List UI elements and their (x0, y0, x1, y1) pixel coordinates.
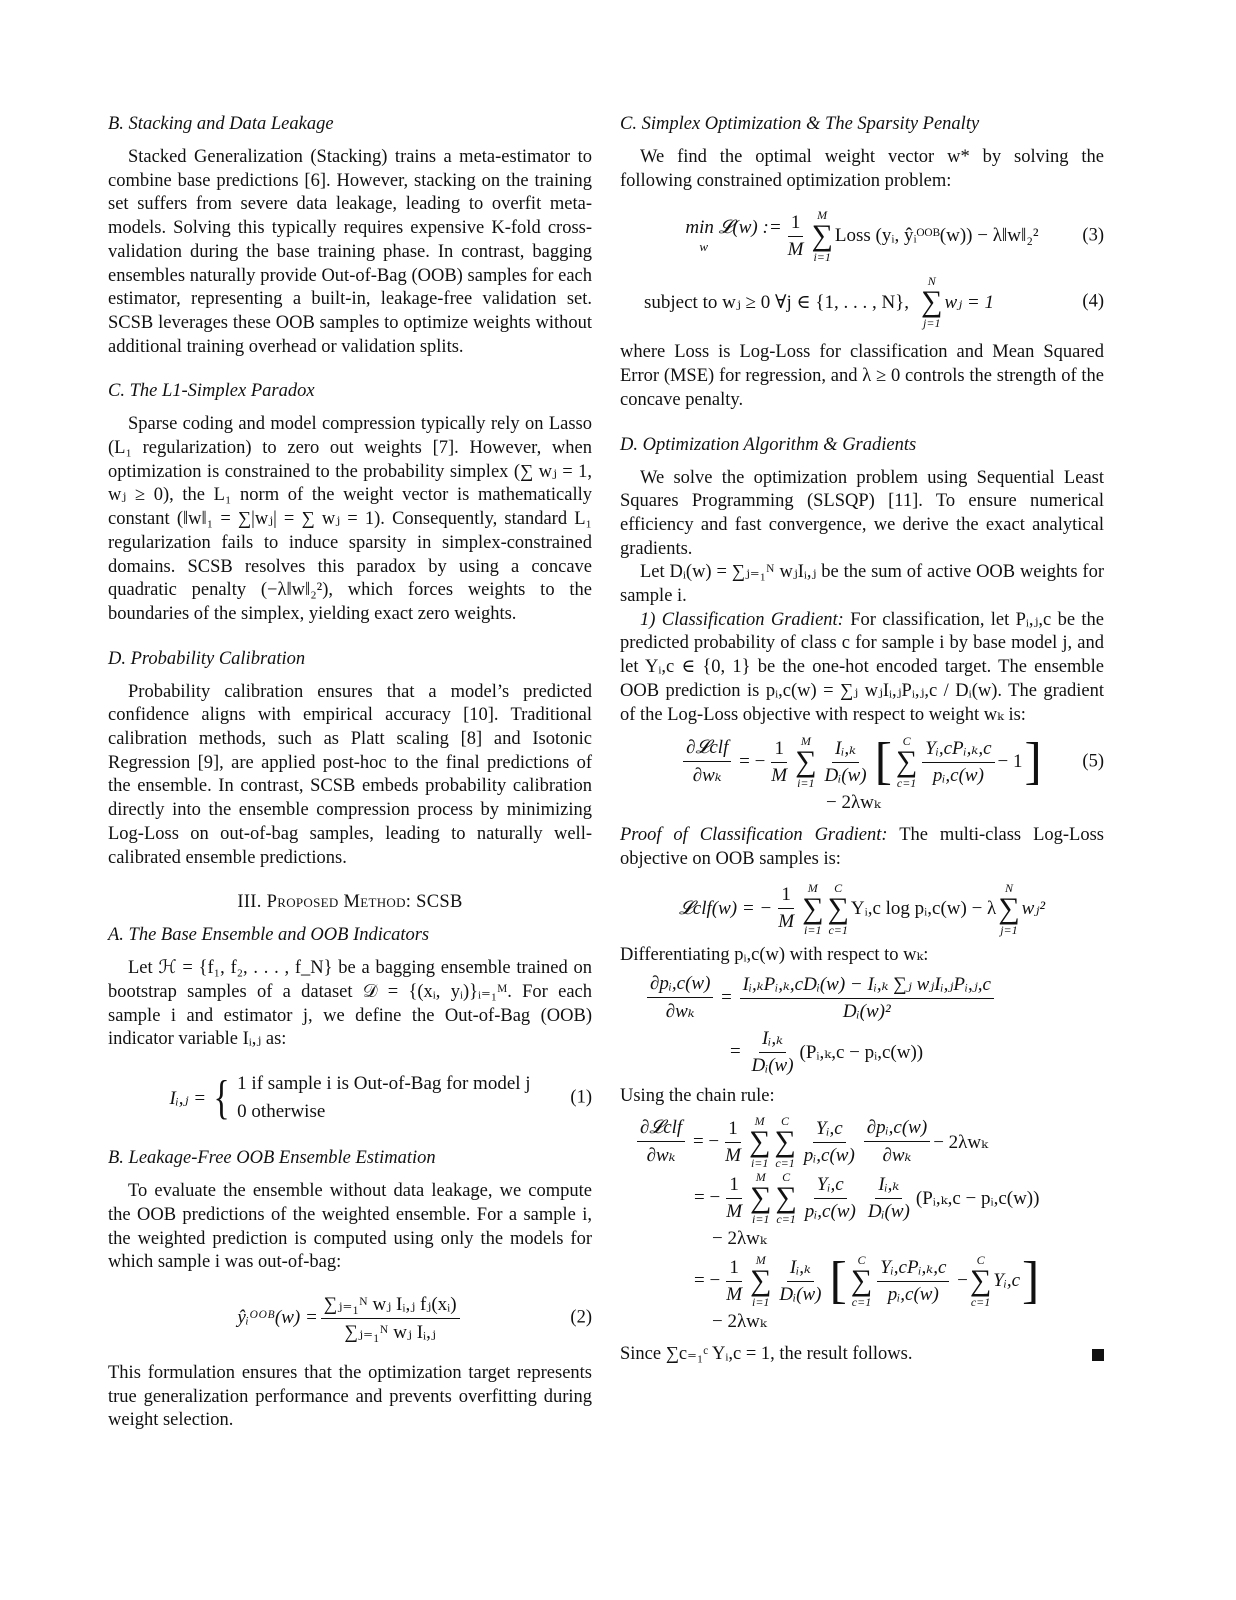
section-d-body: Probability calibration ensures that a model’s predicted confidence aligns with empirical accuracy [10]. Traditional calibration methods, such as Platt scaling [8] and Isotonic Regression [9], are applied post-hoc to the final predictions of the ensemble. In contrast, SCSB embeds probability calibration directly into the ensemble compression process by minimizing Log-Loss on out-of-bag samples, leading to naturally well-calibrated ensemble predictions. (108, 681, 592, 868)
since-text: Since ∑c₌₁ᶜ Yᵢ,c = 1, the result follows. (620, 1344, 913, 1365)
eq8b-sum-i: M ∑ i=1 (750, 1170, 772, 1227)
eq7-rhs (740, 973, 994, 1023)
section-3b-title: B. Leakage-Free OOB Ensemble Estimation (108, 1148, 436, 1169)
eq5-mid (822, 737, 870, 787)
eq4-text: subject to wⱼ ≥ 0 ∀j ∈ {1, . . . , N}, (644, 291, 910, 313)
right-section-d-body: We solve the optimization problem using Sequential Least Squares Programming (SLSQP) [11]. To ensure numerical efficiency and fast convergence, we derive the exact analytical gradients. (620, 467, 1104, 559)
eq8c-sum-c2: C ∑ c=1 (969, 1253, 992, 1310)
eq3-min (685, 217, 781, 255)
eq5-inner (922, 737, 994, 787)
eq8a-tail: − 2λwₖ (933, 1131, 989, 1153)
proof (620, 824, 1104, 871)
eq8c-tail: − 2λwₖ (712, 1311, 767, 1333)
eq8b-frac2: $\frac{\text{Iᵢ,ₖ}}{\text{Dᵢ(w)}}$ (867, 1174, 910, 1223)
right-section-c-after: where Loss is Log-Loss for classification and Mean Squared Error (MSE) for regression, and λ ≥ 0 controls the strength of the concave penalty. (620, 342, 1104, 410)
eq5-mid-den: Dᵢ(w) (824, 765, 867, 787)
eq6-lhs: 𝓛clf(w) = − (678, 897, 773, 919)
qed-square-icon (1092, 1349, 1104, 1361)
eq8b-next: − 2λwₖ (712, 1228, 767, 1250)
eq8c-frac2: $\frac{\text{Yᵢ,cPᵢ,ₖ,c}}{\text{pᵢ,c(w)}}$ (877, 1256, 949, 1306)
eq6-body: Yᵢ,c log pᵢ,c(w) − λ (850, 897, 997, 919)
equation-7b: = $\frac{\text{Iᵢ,ₖ}}{\text{Dᵢ(w)}}$ (Pᵢ,ₖ,c − pᵢ,c(w)) (730, 1028, 924, 1077)
eq2-lhs: ŷᵢᴼᴼᴮ(w) = (237, 1307, 318, 1329)
section-c-body: Sparse coding and model compression typically rely on Lasso (L₁ regularization) to zero out weights [7]. However, when optimization is constrained to the probability simplex (∑ wⱼ = 1, wⱼ ≥ 0), the L₁ norm of the weight vector is mathematically constant (‖w‖₁ = ∑|wⱼ| = ∑ wⱼ = 1). Consequently, standard L₁ regularization fails to induce sparsity in simplex-constrained domains. SCSB resolves this paradox by using a concave quadratic penalty (−λ‖w‖₂²), which forces weights to the boundaries of the simplex, yielding exact zero weights. (108, 414, 592, 624)
eq8b-sum-c: C ∑ c=1 (775, 1170, 797, 1227)
right-column (620, 112, 1104, 1367)
eq7-lhs-num: ∂pᵢ,c(w) (647, 973, 713, 998)
eq5-sum-i: M ∑ i=1 (795, 734, 817, 791)
eq5-one-over-m: $\frac{1}{M}$ (771, 737, 788, 786)
equation-6 (620, 882, 1104, 936)
eq8c-one-over-m: $\frac{1}{M}$ (726, 1256, 743, 1305)
eq1-cases (206, 1070, 530, 1126)
equation-2 (108, 1293, 592, 1344)
eq1-case-2: 0 otherwise (237, 1101, 326, 1123)
eq8b-frac1: $\frac{\text{Yᵢ,c}}{\text{pᵢ,c(w)}}$ (804, 1173, 856, 1222)
eq8c-sum-c1: C ∑ c=1 (850, 1253, 873, 1310)
eq5-sum-c: C ∑ c=1 (895, 734, 918, 791)
eq3-rhs: Loss (yᵢ, ŷᵢᴼᴼᴮ(w)) − λ‖w‖₂² (834, 225, 1039, 247)
equation-8a: $\frac{\text{∂𝓛clf}}{\text{∂wₖ}}$ = − $\frac{1}{M}$ M ∑ i=1 C ∑ c=1 $\frac{\text{Yᵢ,c}}{\text{pᵢ,c(w)}}$ $\frac{\text{∂pᵢ,c(w)}}{\text{∂wₖ}}$ − 2λwₖ (620, 1115, 1104, 1169)
eq8c-bracket-close: ] (1022, 1252, 1040, 1310)
eq5-bracket-open: [ (874, 733, 892, 791)
eq4-sum: N ∑ j=1 (921, 274, 943, 331)
equation-7a: $\frac{\text{∂pᵢ,c(w)}}{\text{∂wₖ}}$ = $\frac{\text{Iᵢ,ₖPᵢ,ₖ,cDᵢ(w) − Iᵢ,ₖ ∑ⱼ wⱼIᵢ,ⱼPᵢ,ⱼ,c}}{\text{Dᵢ(w)²}}$ (620, 973, 1104, 1023)
equation-1 (108, 1070, 592, 1126)
eq5-inner-den: pᵢ,c(w) (932, 765, 984, 787)
eq5-bracket-close: ] (1024, 733, 1042, 791)
proof-body: The multi-class Log-Loss objective on OOB samples is: (620, 825, 1104, 869)
eq6-sum-i: M ∑ i=1 (802, 880, 824, 937)
eq7-num: Iᵢ,ₖPᵢ,ₖ,cDᵢ(w) − Iᵢ,ₖ ∑ⱼ wⱼIᵢ,ⱼPᵢ,ⱼ,c (740, 973, 994, 999)
section-3b-after: This formulation ensures that the optimization target represents true generalization performance and prevents overfitting during weight selection. (108, 1362, 592, 1431)
eq7b-den: Dᵢ(w) (751, 1055, 794, 1077)
eq3-one-over-m: $\frac{1}{M}$ (787, 211, 804, 260)
eq2-number: (2) (570, 1307, 592, 1328)
eq8b-one-over-m: $\frac{1}{M}$ (726, 1173, 743, 1222)
section-c-title: C. The L1-Simplex Paradox (108, 381, 315, 402)
equation-3 (620, 209, 1104, 263)
eq8a-lhs: $\frac{\text{∂𝓛clf}}{\text{∂wₖ}}$ (637, 1117, 685, 1167)
section-3-heading (108, 892, 592, 913)
eq8a-sum-c: C ∑ c=1 (774, 1114, 796, 1171)
eq8a-one-over-m: $\frac{1}{M}$ (725, 1117, 741, 1166)
section-3-number: III. (237, 892, 262, 913)
eq3-lhs-sub: w (699, 239, 709, 255)
eq8a-sum-i: M ∑ i=1 (748, 1114, 771, 1171)
eq7b-tail: (Pᵢ,ₖ,c − pᵢ,c(w)) (799, 1041, 924, 1063)
eq1-lhs: Iᵢ,ⱼ = (169, 1087, 207, 1109)
eq7-den: Dᵢ(w)² (842, 1001, 891, 1023)
eq8a-frac2: $\frac{\text{∂pᵢ,c(w)}}{\text{∂wₖ}}$ (864, 1117, 930, 1167)
eq5-inner-num: Yᵢ,cPᵢ,ₖ,c (922, 737, 994, 763)
equation-4 (620, 275, 1104, 329)
chain-rule-text: Using the chain rule: (620, 1086, 775, 1107)
eq7-lhs-den: ∂wₖ (665, 1001, 695, 1023)
eq1-case-1: 1 if sample i is Out-of-Bag for model j (237, 1073, 531, 1095)
eq4-number: (4) (1082, 291, 1104, 312)
eq3-number: (3) (1082, 225, 1104, 246)
eq3-lhs: min 𝓛(w) := (685, 217, 782, 239)
eq5-mid-num: Iᵢ,ₖ (832, 737, 859, 763)
eq8c-sum-i: M ∑ i=1 (750, 1253, 772, 1310)
equation-8b: = − $\frac{1}{M}$ M ∑ i=1 C ∑ c=1 $\frac{\text{Yᵢ,c}}{\text{pᵢ,c(w)}}$ $\frac{\text{Iᵢ,ₖ}}{\text{Dᵢ(w)}}$ (Pᵢ,ₖ,c − pᵢ,c(w)) (694, 1170, 1040, 1227)
eq7b-frac (748, 1027, 796, 1077)
eq8c-frac1: $\frac{\text{Iᵢ,ₖ}}{\text{Dᵢ(w)}}$ (779, 1257, 822, 1306)
eq8a-frac1: $\frac{\text{Yᵢ,c}}{\text{pᵢ,c(w)}}$ (803, 1117, 855, 1166)
eq1-brace: { (213, 1071, 230, 1125)
eq2-denominator: ∑ⱼ₌₁ᴺ wⱼ Iᵢ,ⱼ (344, 1321, 436, 1343)
right-section-c-body: We find the optimal weight vector w* by solving the following constrained optimization problem: (620, 147, 1104, 191)
eq5-lhs (683, 737, 731, 787)
eq8b-tail: (Pᵢ,ₖ,c − pᵢ,c(w)) (915, 1187, 1040, 1209)
section-b-title: B. Stacking and Data Leakage (108, 114, 334, 134)
eq6-one-over-m: $\frac{1}{M}$ (778, 884, 795, 933)
subsection-1-title: 1) Classification Gradient: (640, 609, 844, 630)
equation-8c: = − $\frac{1}{M}$ M ∑ i=1 $\frac{\text{Iᵢ,ₖ}}{\text{Dᵢ(w)}}$ [ C ∑ c=1 $\frac{\text{Yᵢ,cPᵢ,ₖ,c}}{\text{pᵢ,c(w)}}$ − C ∑ c=1 Yᵢ,c ] (694, 1252, 1040, 1310)
right-section-c-title: C. Simplex Optimization & The Sparsity Penalty (620, 114, 980, 134)
section-3b-body: To evaluate the ensemble without data leakage, we compute the OOB predictions of the weighted ensemble. For a sample i, the weighted prediction is computed using only the models for which sample i was out-of-bag: (108, 1181, 592, 1273)
since-line (620, 1343, 1104, 1367)
eq5-tail: − 2λwₖ (826, 792, 881, 814)
subsection-1-body: For classification, let Pᵢ,ⱼ,c be the predicted probability of class c for sample i by base model j, and let Yᵢ,c ∈ {0, 1} be the one-hot encoded target. The ensemble OOB prediction is pᵢ,c(w) = ∑ⱼ wⱼIᵢ,ⱼPᵢ,ⱼ,c / Dᵢ(w). The gradient of the Log-Loss objective with respect to weight wₖ is: (620, 609, 1105, 725)
eq5-number: (5) (1082, 751, 1104, 772)
equation-5: $\frac{\text{∂𝓛clf}}{\text{∂wₖ}}$ = − $\frac{1}{M}$ M ∑ i=1 $\frac{\text{Iᵢ,ₖ}}{\text{Dᵢ(w)}}$ [ C ∑ c=1 $\frac{\text{Yᵢ,cPᵢ,ₖ,c}}{\text{pᵢ,c(w)}}$ − 1 ] (5) (620, 735, 1104, 789)
eq3-sum: M ∑ i=1 (811, 208, 833, 265)
eq1-case-rows (237, 1070, 530, 1126)
eq6-sum-j: N ∑ j=1 (998, 880, 1020, 937)
section-3a-title: A. The Base Ensemble and OOB Indicators (108, 925, 430, 946)
right-section-d-title: D. Optimization Algorithm & Gradients (620, 434, 917, 455)
right-section-d-let: Let Dᵢ(w) = ∑ⱼ₌₁ᴺ wⱼIᵢ,ⱼ be the sum of active OOB weights for sample i. (620, 562, 1104, 607)
eq5-lhs-den: ∂wₖ (692, 765, 722, 787)
section-b-body: Stacked Generalization (Stacking) trains a meta-estimator to combine base predictions [6]. However, stacking on the training set suffers from severe data leakage, leading to overfit meta-models. Solving this typically requires expensive K-fold cross-validation during the base training phase. In contrast, bagging ensembles naturally provide Out-of-Bag (OOB) samples for each estimator, representing a built-in, leakage-free validation set. SCSB leverages these OOB samples to optimize weights without additional training overhead or validation splits. (108, 147, 592, 357)
proof-title: Proof of Classification Gradient: (620, 825, 888, 846)
eq2-fraction (321, 1293, 460, 1344)
section-d-title: D. Probability Calibration (108, 648, 306, 669)
eq7-lhs (647, 973, 713, 1023)
eq6-sum-c: C ∑ c=1 (827, 880, 849, 937)
differentiating-text: Differentiating pᵢ,c(w) with respect to wₖ: (620, 944, 929, 965)
left-column (108, 112, 592, 1433)
section-3-title: Proposed Method: SCSB (266, 892, 463, 913)
eq1-number: (1) (570, 1087, 592, 1108)
eq5-minus-one: − 1 (997, 751, 1023, 773)
eq4-rhs: wⱼ = 1 (944, 291, 994, 313)
eq5-lhs-num: ∂𝓛clf (683, 737, 731, 762)
eq8c-bracket-open: [ (829, 1252, 847, 1310)
eq7b-num: Iᵢ,ₖ (759, 1027, 786, 1053)
eq2-numerator: ∑ⱼ₌₁ᴺ wⱼ Iᵢ,ⱼ fⱼ(xᵢ) (321, 1293, 460, 1319)
subsection-1 (620, 609, 1104, 728)
eq6-tail: wⱼ² (1021, 898, 1046, 920)
section-3a-body: Let ℋ = {f₁, f₂, . . . , f_N} be a bagging ensemble trained on bootstrap samples of a dataset 𝒟 = {(xᵢ, yᵢ)}ᵢ₌₁ᴹ. For each sample i and estimator j, we define the Out-of-Bag (OOB) indicator variable Iᵢ,ⱼ as: (108, 958, 592, 1050)
